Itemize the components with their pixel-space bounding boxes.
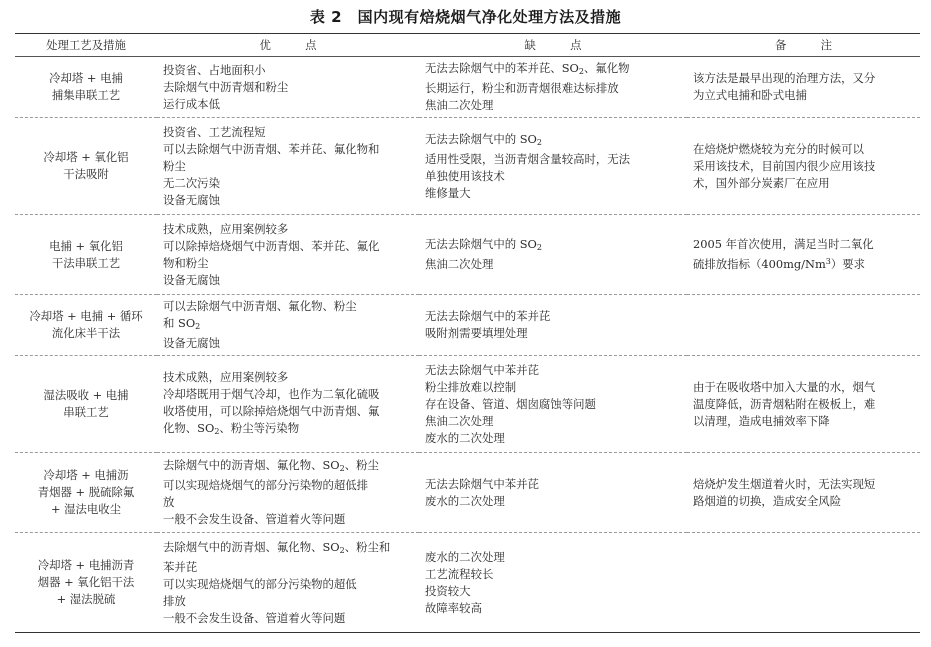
process-line: + 湿法电收尘 (50, 502, 122, 516)
disadvantages-line: 无法去除烟气中的 $SO_2$ (425, 131, 542, 147)
notes-line: 2005 年首次使用，满足当时二氧化 (693, 237, 874, 251)
advantages-line: 技术成熟，应用案例较多 (163, 369, 289, 384)
advantages-line: 设备无腐蚀 (163, 192, 220, 207)
process-line: 干法串联工艺 (51, 255, 121, 270)
disadvantages-line: 长期运行，粉尘和沥青烟很难达标排放 (425, 81, 619, 95)
process-line: 捕集串联工艺 (51, 88, 121, 102)
table-row (15, 295, 920, 356)
table-row (15, 356, 920, 453)
notes-line: 为立式电捕和卧式电捕 (693, 88, 807, 102)
disadvantages-line: 焦油二次处理 (425, 413, 494, 428)
process-line: 串联工艺 (63, 405, 109, 419)
process-line: 流化床半干法 (51, 326, 121, 340)
table-header (15, 34, 920, 57)
table-row (15, 453, 920, 533)
disadvantages-line: 无法去除烟气中的 $SO_2$ (425, 237, 542, 252)
advantages-cell (157, 295, 419, 356)
notes-cell (687, 356, 920, 453)
advantages-line: 去除烟气中沥青烟和粉尘 (163, 79, 289, 94)
table-row (15, 533, 920, 633)
advantages-line: 排放 (163, 593, 186, 608)
process-line: + 湿法脱硫 (56, 592, 116, 606)
process-line: 烟器 + 氧化铝干法 (37, 575, 135, 589)
process-line: 冷却塔 + 电捕沥青 (37, 558, 135, 572)
advantages-line: 化物、$SO_2$、粉尘等污染物 (163, 420, 300, 436)
notes-cell (687, 215, 920, 295)
header-disadvantages: 缺 点 (524, 37, 582, 52)
disadvantages-cell (419, 118, 687, 215)
advantages-line: 可以实现焙烧烟气的部分污染物的超低 (163, 576, 357, 591)
disadvantages-line: 存在设备、管道、烟囱腐蚀等问题 (425, 396, 596, 411)
advantages-line: 和 $SO_2$ (163, 316, 201, 331)
process-line: 冷却塔 + 氧化铝 (43, 150, 129, 164)
process-cell (15, 295, 157, 356)
notes-cell (687, 295, 920, 356)
advantages-line: 可以除掉焙烧烟气中沥青烟、苯并芘、氟化 (163, 238, 380, 253)
notes-cell (687, 57, 920, 118)
notes-line: 在焙烧炉燃烧较为充分的时候可以 (693, 141, 864, 156)
advantages-line: 粉尘 (163, 158, 186, 173)
advantages-line: 放 (163, 495, 175, 509)
notes-line: 采用该技术，目前国内很少应用该技 (693, 158, 876, 173)
notes-cell (687, 533, 920, 633)
notes-cell (687, 453, 920, 533)
table-body (15, 57, 920, 633)
notes-cell (687, 118, 920, 215)
advantages-line: 投资省、占地面积小 (163, 62, 266, 77)
advantages-line: 一般不会发生设备、管道着火等问题 (163, 610, 346, 625)
advantages-cell (157, 215, 419, 295)
advantages-cell (157, 118, 419, 215)
disadvantages-line: 吸附剂需要填埋处理 (425, 326, 528, 340)
advantages-line: 收塔使用，可以除掉焙烧烟气中沥青烟、氟 (163, 403, 380, 418)
disadvantages-line: 单独使用该技术 (425, 168, 505, 183)
notes-line: 路烟道的切换，造成安全风险 (693, 493, 842, 508)
disadvantages-cell (419, 215, 687, 295)
process-cell (15, 533, 157, 633)
purification-methods-table (15, 33, 920, 633)
process-cell (15, 57, 157, 118)
disadvantages-line: 废水的二次处理 (425, 549, 505, 564)
advantages-cell (157, 453, 419, 533)
notes-line: 以清理，造成电捕效率下降 (693, 413, 830, 428)
header-notes: 备 注 (775, 37, 832, 52)
advantages-line: 设备无腐蚀 (163, 336, 220, 350)
disadvantages-line: 废水的二次处理 (425, 430, 505, 445)
notes-line: 焙烧炉发生烟道着火时，无法实现短 (693, 476, 876, 491)
notes-line: 该方法是最早出现的治理方法，又分 (693, 71, 876, 85)
advantages-line: 可以实现焙烧烟气的部分污染物的超低排 (163, 478, 369, 492)
process-cell (15, 118, 157, 215)
advantages-line: 去除烟气中的沥青烟、氟化物、$SO_2$、粉尘和 (163, 539, 391, 555)
disadvantages-line: 投资较大 (425, 583, 471, 598)
disadvantages-line: 焦油二次处理 (425, 98, 494, 112)
process-cell (15, 215, 157, 295)
disadvantages-line: 粉尘排放难以控制 (425, 379, 517, 394)
process-cell (15, 453, 157, 533)
disadvantages-cell (419, 533, 687, 633)
advantages-cell (157, 57, 419, 118)
notes-line: 温度降低，沥青烟粘附在极板上，难 (693, 396, 876, 411)
advantages-line: 可以去除烟气中沥青烟、氟化物、粉尘 (163, 299, 357, 313)
process-line: 干法吸附 (63, 167, 109, 181)
process-line: 冷却塔 + 电捕 (49, 71, 123, 85)
disadvantages-line: 工艺流程较长 (425, 566, 494, 581)
advantages-line: 无二次污染 (163, 175, 220, 190)
advantages-line: 设备无腐蚀 (163, 272, 220, 287)
advantages-line: 技术成熟，应用案例较多 (163, 221, 289, 236)
process-cell (15, 356, 157, 453)
disadvantages-line: 无法去除烟气中苯并芘 (425, 476, 539, 491)
notes-line: 硫排放指标（400mg/Nm$^3$）要求 (693, 257, 866, 271)
table-row (15, 57, 920, 118)
advantages-line: 可以去除烟气中沥青烟、苯并芘、氟化物和 (163, 141, 380, 156)
table-row (15, 118, 920, 215)
disadvantages-line: 废水的二次处理 (425, 493, 505, 508)
disadvantages-cell (419, 356, 687, 453)
advantages-line: 苯并芘 (163, 559, 198, 574)
table-row (15, 215, 920, 295)
disadvantages-line: 故障率较高 (425, 600, 482, 615)
advantages-line: 运行成本低 (163, 96, 220, 111)
disadvantages-cell (419, 453, 687, 533)
disadvantages-line: 无法去除烟气中的苯并芘 (425, 309, 551, 323)
header-advantages: 优 点 (259, 37, 317, 52)
advantages-line: 一般不会发生设备、管道着火等问题 (163, 512, 346, 526)
process-line: 冷却塔 + 电捕沥 (43, 468, 129, 482)
header-row (15, 34, 920, 57)
notes-line: 由于在吸收塔中加入大量的水，烟气 (693, 379, 876, 394)
disadvantages-line: 无法去除烟气中苯并芘 (425, 362, 539, 377)
advantages-line: 去除烟气中的沥青烟、氟化物、$SO_2$、粉尘 (163, 458, 379, 473)
advantages-line: 投资省、工艺流程短 (163, 124, 266, 139)
disadvantages-cell (419, 295, 687, 356)
process-line: 青烟器 + 脱硫除氟 (37, 485, 135, 499)
process-line: 冷却塔 + 电捕 + 循环 (29, 309, 143, 323)
advantages-line: 冷却塔既用于烟气冷却，也作为二氧化硫吸 (163, 386, 380, 401)
process-line: 电捕 + 氧化铝 (49, 238, 123, 253)
advantages-line: 物和粉尘 (163, 255, 209, 270)
disadvantages-cell (419, 57, 687, 118)
disadvantages-line: 适用性受限，当沥青烟含量较高时，无法 (425, 151, 631, 166)
disadvantages-line: 无法去除烟气中的苯并芘、$SO_2$、氟化物 (425, 61, 630, 76)
advantages-cell (157, 356, 419, 453)
table-title: 表 2 国内现有焙烧烟气净化处理方法及措施 (309, 8, 622, 26)
process-line: 湿法吸收 + 电捕 (43, 388, 129, 402)
disadvantages-line: 焦油二次处理 (425, 257, 494, 271)
advantages-cell (157, 533, 419, 633)
header-process: 处理工艺及措施 (46, 37, 126, 52)
disadvantages-line: 维修量大 (425, 185, 471, 200)
notes-line: 术，国外部分炭素厂在应用 (693, 175, 830, 190)
